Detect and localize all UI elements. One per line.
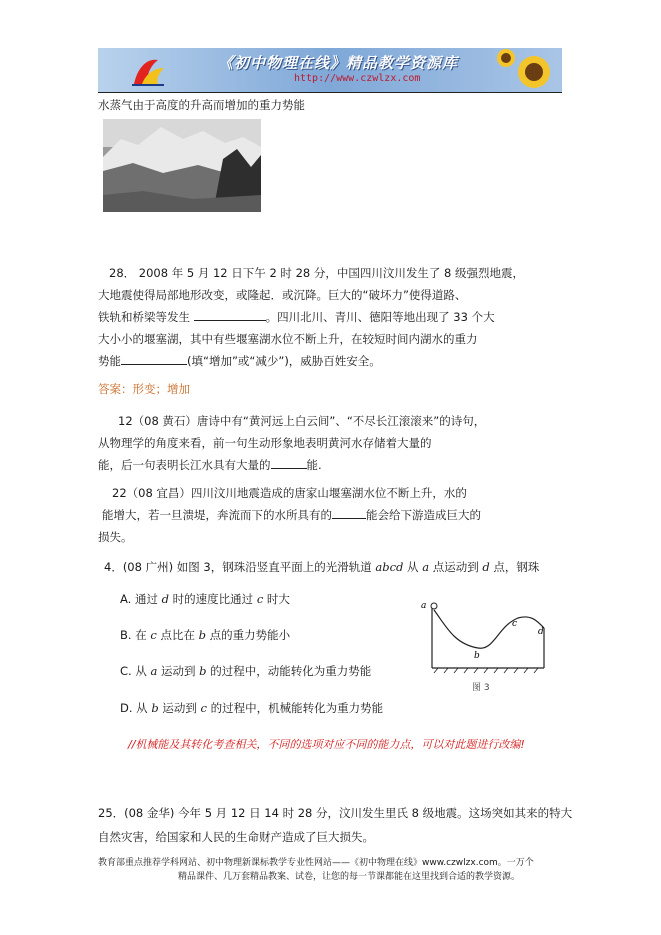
q28-line-4: 大小小的堰塞湖，其中有些堰塞湖水位不断上升，在较短时间内湖水的重力 [98,332,478,346]
option-text: A. 通过 [120,592,162,606]
option-var: b [199,664,207,678]
option-var: b [151,701,159,715]
q22-line-1: 22（08 宜昌）四川汶川地震造成的唐家山堰塞湖水位不断上升，水的 [112,486,467,500]
intro-caption: 水蒸气由于高度的升高而增加的重力势能 [98,98,305,112]
q22-line-2 [102,504,481,526]
label-d: d [538,627,544,637]
option-text: B. 在 [120,628,151,642]
q4-stem [104,556,539,578]
q22-line-3: 损失。 [98,530,133,544]
banner-url[interactable]: http://www.czwlzx.com [294,73,421,84]
label-b: b [474,651,480,661]
option-text: C. 从 [120,664,151,678]
q12-line-2: 从物理学的角度来看，前一句生动形象地表明黄河水存储着大量的 [98,436,432,450]
option-text: 运动到 [157,664,200,678]
q28-line-3 [98,306,495,328]
q12-line-1: 12（08 黄石）唐诗中有“黄河远上白云间”、“不尽长江滚滚来”的诗句， [118,414,486,428]
q4-option-d[interactable] [120,697,383,719]
q28-line-1: 28． 2008 年 5 月 12 日下午 2 时 28 分，中国四川汶川发生了 8 级强烈地震， [109,266,524,280]
q4-stem-part-3: 点运动到 [429,560,483,574]
q4-stem-point-a: a [422,560,430,574]
q28-answer-blank-2[interactable] [121,352,187,365]
header-banner [98,48,562,92]
option-text: 的过程中，机械能转化为重力势能 [206,701,384,715]
option-text: 时的速度比通过 [169,592,257,606]
q28-line-3-start: 铁轨和桥梁等发生 [98,310,194,324]
q22-answer-blank[interactable] [332,506,366,519]
figure-caption: 图 3 [472,683,490,693]
option-var: b [198,628,206,642]
option-var: c [256,592,264,606]
sunflower-icon [494,48,562,92]
q22-line-2-start: 能增大，若一旦溃堤，奔流而下的水所具有的 [102,508,332,522]
q12-line-3-start: 能，后一句表明长江水具有大量的 [98,458,271,472]
q28-line-2: 大地震使得局部地形改变，或隆起．或沉降。巨大的“破坏力”使得道路、 [98,288,467,302]
q4-option-a[interactable] [120,588,290,610]
figure-3-track [418,596,554,700]
q28-line-5-start: 势能 [98,354,121,368]
mountain-photo [103,119,261,212]
q25-line-1: 25．(08 金华) 今年 5 月 12 日 14 时 28 分，汶川发生里氏 8 级地震。这场突如其来的特大 [98,806,573,820]
site-logo-icon [128,54,168,88]
track-curve [434,610,544,648]
option-text: 运动到 [158,701,201,715]
q25-line-2: 自然灾害，给国家和人民的生命财产造成了巨大损失。 [98,830,374,844]
q4-stem-track: abcd [375,560,404,574]
option-var: a [150,664,158,678]
q22-line-2-end: 能会给下游造成巨大的 [366,508,481,522]
q12-answer-blank[interactable] [271,456,307,469]
option-text: 时大 [263,592,290,606]
header-divider [98,92,562,93]
footer-line-2: 精品课件、几万套精品教案、试卷，让您的每一节课都能在这里找到合适的教学资源。 [178,872,521,882]
option-text: 点的重力势能小 [206,628,291,642]
q28-answer: 答案：形变；增加 [98,382,190,396]
ground-hatching [434,668,538,673]
footer-line-1: 教育部重点推荐学科网站、初中物理新课标教学专业性网站——《初中物理在线》www.czwlzx.com。一万个 [98,858,534,868]
steel-ball [431,603,437,609]
q4-stem-point-d: d [482,560,490,574]
q28-answer-blank-1[interactable] [194,308,266,321]
option-var: c [150,628,157,642]
q28-line-3-end: 。四川北川、青川、德阳等地出现了 33 个大 [265,310,495,324]
option-text: 点比在 [156,628,199,642]
q28-line-5-end: (填“增加”或“减少”)，威胁百姓安全。 [187,354,381,368]
option-var: d [161,592,170,606]
q4-stem-part-2: 从 [403,560,423,574]
option-text: 的过程中，动能转化为重力势能 [206,664,372,678]
label-c: c [512,619,518,629]
option-text: D. 从 [120,701,152,715]
q4-stem-part-4: 点，钢珠 [489,560,540,574]
q4-stem-part-1: 4．(08 广州) 如图 3，钢珠沿竖直平面上的光滑轨道 [104,560,376,574]
q28-line-5 [98,350,381,372]
teacher-note: //机械能及其转化考查相关，不同的选项对应不同的能力点，可以对此题进行改编! [128,738,525,751]
q12-line-3 [98,454,322,476]
banner-title: 《初中物理在线》精品教学资源库 [218,54,459,72]
q12-line-3-end: 能. [306,458,322,472]
label-a: a [421,601,427,611]
option-var: c [200,701,207,715]
q4-option-c[interactable] [120,660,371,682]
q4-option-b[interactable] [120,624,290,646]
